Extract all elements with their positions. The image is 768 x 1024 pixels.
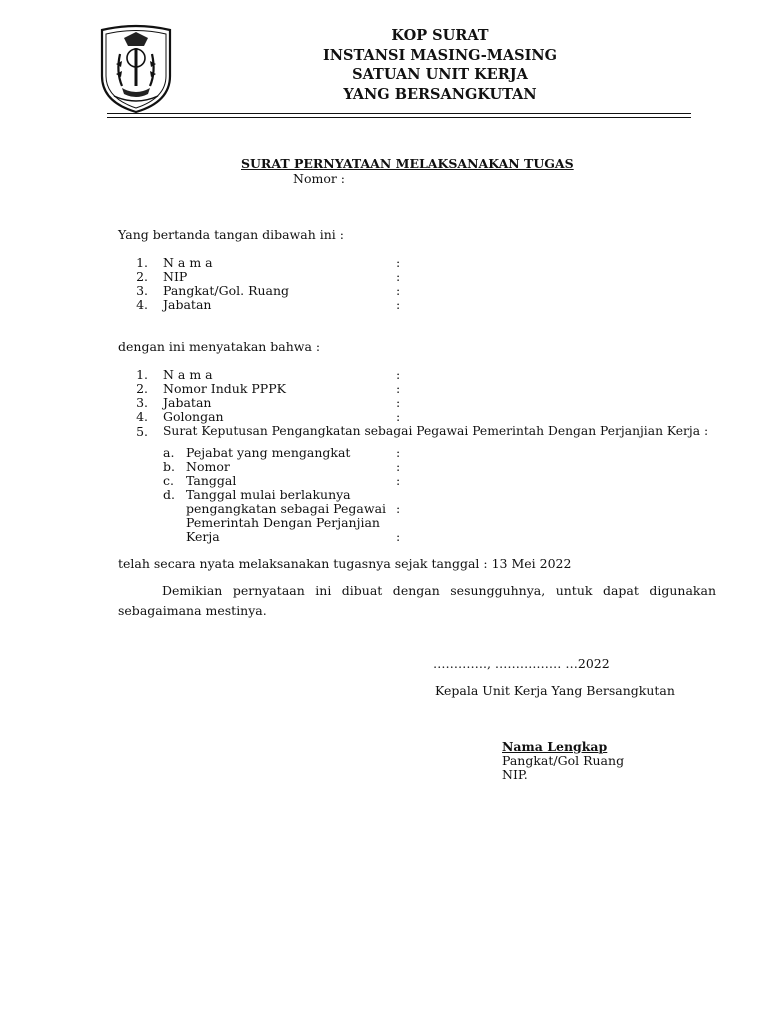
list-item <box>0 409 768 424</box>
list-item <box>0 297 768 312</box>
field-label: Pemerintah Dengan Perjanjian <box>186 515 380 530</box>
list-letter: d. <box>163 487 175 502</box>
list-item <box>0 473 768 488</box>
field-label: Jabatan <box>163 395 212 410</box>
closing-paragraph <box>118 581 716 621</box>
intro-text: Yang bertanda tangan dibawah ini : <box>118 227 344 242</box>
statement-text: telah secara nyata melaksanakan tugasnya sejak tanggal : 13 Mei 2022 <box>118 556 572 571</box>
list-letter: b. <box>163 459 175 474</box>
list-item <box>0 283 768 298</box>
list-item-continuation <box>0 515 768 530</box>
list-item <box>0 445 768 460</box>
field-label: Nomor <box>186 459 230 474</box>
signer-position: Kepala Unit Kerja Yang Bersangkutan <box>435 683 675 698</box>
letterhead-line-3: SATUAN UNIT KERJA <box>352 66 528 83</box>
field-colon: : <box>396 501 401 516</box>
field-label: Nomor Induk PPPK <box>163 381 286 396</box>
letterhead-line-4: YANG BERSANGKUTAN <box>343 85 537 103</box>
signer-rank: Pangkat/Gol Ruang <box>502 753 625 768</box>
closing-rest: pernyataan ini dibuat dengan sesungguhnya, untuk dapat digunakan sebagaimana mestinya. <box>118 583 716 618</box>
list-item-continuation <box>0 529 768 544</box>
field-label: N a m a <box>163 367 213 382</box>
list-number: 1. <box>136 255 148 270</box>
field-label: Jabatan <box>163 297 212 312</box>
field-colon: : <box>396 297 401 312</box>
field-label: NIP <box>163 269 188 284</box>
field-colon: : <box>396 473 401 488</box>
list-item <box>0 424 768 439</box>
letterhead-line-1: KOP SURAT <box>391 27 489 44</box>
field-label: Pangkat/Gol. Ruang <box>163 283 290 298</box>
list-letter: a. <box>163 445 175 460</box>
list-item-continuation <box>0 501 768 516</box>
letterhead-line-2: INSTANSI MASING-MASING <box>323 46 557 64</box>
field-label: pengangkatan sebagai Pegawai <box>186 501 387 516</box>
list-item <box>0 367 768 382</box>
document-number-label: Nomor : <box>293 171 346 186</box>
list-item <box>0 459 768 474</box>
list-number: 3. <box>136 395 148 410</box>
list-number: 5. <box>136 424 148 439</box>
list-item <box>0 269 768 284</box>
field-colon: : <box>396 395 401 410</box>
field-colon: : <box>396 445 401 460</box>
list-number: 4. <box>136 409 148 424</box>
signer-nip: NIP. <box>502 767 528 782</box>
list-number: 2. <box>136 381 148 396</box>
field-label: Tanggal <box>186 473 237 488</box>
field-colon: : <box>396 459 401 474</box>
field-colon: : <box>396 529 401 544</box>
letterhead <box>290 26 590 104</box>
list-letter: c. <box>163 473 174 488</box>
signer-name: Nama Lengkap <box>502 739 608 754</box>
list-item <box>0 487 768 502</box>
field-colon: : <box>396 409 401 424</box>
field-label: Golongan <box>163 409 224 424</box>
closing-first-word: Demikian <box>162 583 223 598</box>
field-label: Surat Keputusan Pengangkatan sebagai Pegawai Pemerintah Dengan Perjanjian Kerja : <box>163 424 709 438</box>
field-label: N a m a <box>163 255 213 270</box>
list-number: 3. <box>136 283 148 298</box>
regional-emblem-icon <box>96 24 176 114</box>
list-number: 2. <box>136 269 148 284</box>
field-colon: : <box>396 367 401 382</box>
letterhead-divider-thick <box>107 113 691 114</box>
declaration-text: dengan ini menyatakan bahwa : <box>118 339 321 354</box>
signature-date-line: …………., ……….…… …2022 <box>433 656 610 671</box>
field-label: Tanggal mulai berlakunya <box>186 487 351 502</box>
list-item <box>0 381 768 396</box>
list-item <box>0 255 768 270</box>
list-number: 4. <box>136 297 148 312</box>
list-number: 1. <box>136 367 148 382</box>
field-colon: : <box>396 381 401 396</box>
document-title: SURAT PERNYATAAN MELAKSANAKAN TUGAS <box>241 156 574 171</box>
field-colon: : <box>396 269 401 284</box>
field-label: Kerja <box>186 529 220 544</box>
field-colon: : <box>396 255 401 270</box>
letterhead-divider-thin <box>107 117 691 118</box>
field-colon: : <box>396 283 401 298</box>
field-label: Pejabat yang mengangkat <box>186 445 351 460</box>
list-item <box>0 395 768 410</box>
